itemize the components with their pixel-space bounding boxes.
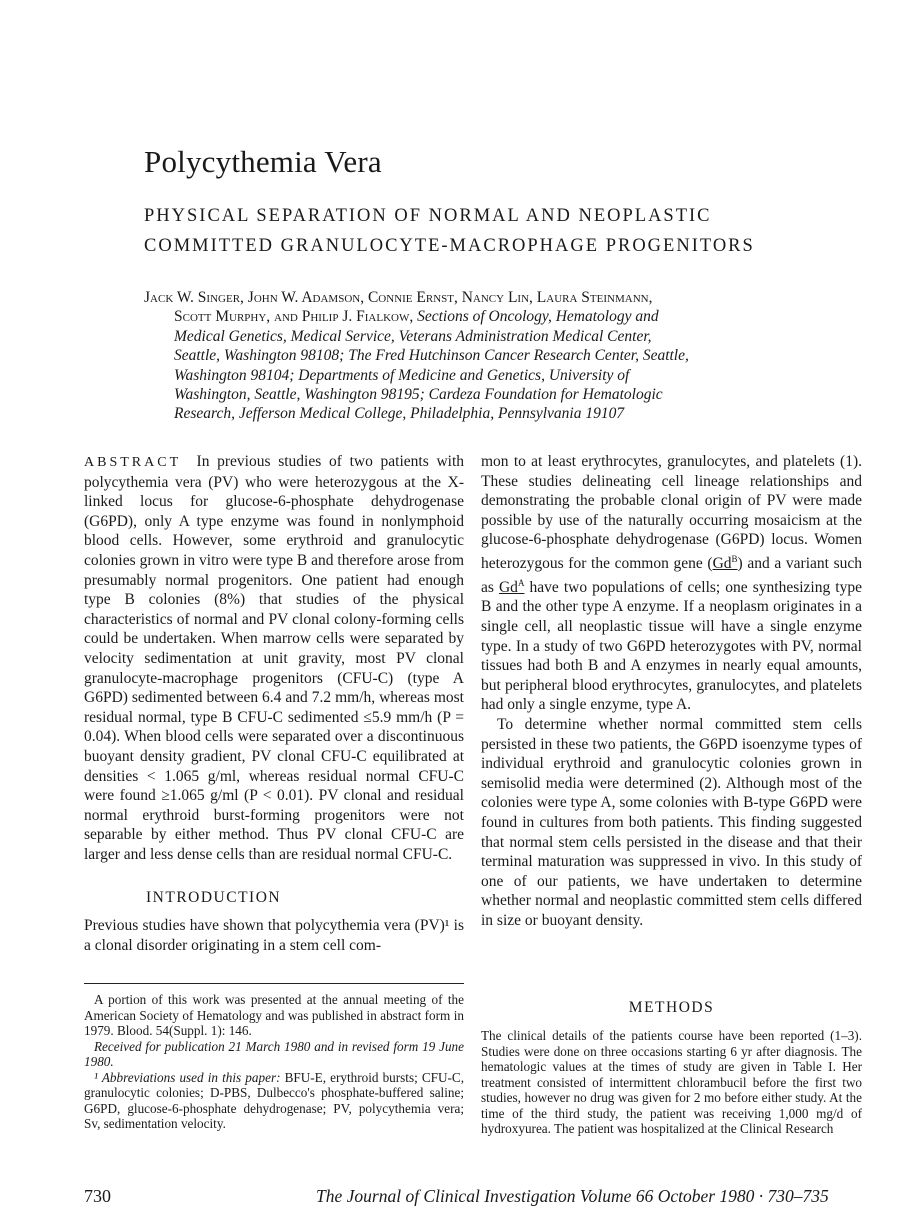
section-title: Polycythemia Vera	[144, 144, 382, 179]
gene-gdb	[713, 555, 738, 572]
author-affiliation-block	[144, 288, 784, 424]
introduction-body	[84, 916, 464, 955]
affiliation-text-4: Seattle, Washington 98108; The Fred Hutchinson Cancer Research Center, Seattle,	[174, 347, 689, 365]
affiliation-line-5	[144, 366, 784, 385]
affiliation-line-7	[144, 404, 784, 423]
footnotes	[84, 992, 464, 1132]
abstract-label: ABSTRACT	[84, 455, 182, 470]
affiliation-text-3: Medical Genetics, Medical Service, Veterans Administration Medical Center,	[174, 327, 652, 345]
right-p1-text-b: ) and a variant such as	[481, 555, 862, 596]
running-footer: The Journal of Clinical Investigation Volume 66 October 1980 · 730–735	[316, 1186, 829, 1206]
introduction-text: Previous studies have shown that polycythemia vera (PV)¹ is a clonal disorder originating in a stem cell com-	[84, 917, 464, 954]
gene-gda	[499, 579, 524, 596]
gene-gda-sup: A	[517, 577, 525, 588]
footnote-abbreviations	[84, 1070, 464, 1132]
methods-text: The clinical details of the patients course have been reported (1–3). Studies were done on three occasions starting 6 yr after diagnosis. The hematologic values at the times of study are given in Table I. Her treatment consisted of intermittent chlorambucil before the first two studies, however no drug was given for 2 mo before either study. At the time of the third study, the patient was receiving 1,000 mg/d of hydroxyurea. The patient was hospitalized at the Clinical Research	[481, 1028, 862, 1136]
affiliation-line-4	[144, 346, 784, 365]
affiliation-line-6	[144, 385, 784, 404]
methods-heading: METHODS	[628, 999, 715, 1016]
affiliation-text-7: Research, Jefferson Medical College, Philadelphia, Pennsylvania 19107	[174, 405, 625, 423]
footnote-received-text: Received for publication 21 March 1980 and in revised form 19 June 1980.	[84, 1038, 464, 1069]
affiliation-text-6: Washington, Seattle, Washington 98195; Cardeza Foundation for Hematologic	[174, 386, 663, 404]
right-paragraph-2: To determine whether normal committed stem cells persisted in these two patients, the G6PD isoenzyme types of individual erythroid and granulocytic colonies grown in semisolid media were determined (2). Although most of the colonies were type A, some colonies with B-type G6PD were found in cultures from both patients. This finding suggested that normal stem cells persisted in the disease and that their terminal maturation was suppressed in vivo. In this study of one of our patients, we have undertaken to determine whether normal and neoplastic committed stem cells differed in size or buoyant density.	[481, 716, 862, 929]
right-p1-text-c: have two populations of cells; one synthesizing type B and the other type A enzyme. If a neoplasm originates in a single cell, all neoplastic tissue will have a single enzyme type. In a study of two G6PD heterozygotes with PV, normal tissues had both B and A enzymes in nearly equal amounts, but peripheral blood erythrocytes, granulocytes, and platelets had only a single enzyme, type A.	[481, 578, 862, 714]
abstract-text: In previous studies of two patients with polycythemia vera (PV) who were heterozygous at the X-linked locus for glucose-6-phosphate dehydrogenase (G6PD), only A type enzyme was found in nonlymphoid blood cells. However, some erythroid and granulocytic colonies grown in vitro were type B and therefore arose from presumably normal progenitors. One patient had enough type B colonies (8%) that studies of the physical characteristics of normal and PV clonal colony-forming cells could be undertaken. When marrow cells were separated by velocity sedimentation at unit gravity, most PV clonal granulocyte-macrophage progenitors (CFU-C) (type A G6PD) sedimented between 6.4 and 7.2 mm/h, whereas most residual normal, type B CFU-C sedimented ≤5.9 mm/h (P = 0.04). When blood cells were separated over a discontinuous buoyant density gradient, PV clonal CFU-C equilibrated at densities < 1.065 g/ml, whereas residual normal CFU-C were found ≥1.065 g/ml (P < 0.01). PV clonal and residual normal erythroid burst-forming progenitors were not separable by either method. Thus PV clonal CFU-C are larger and less dense cells than are residual normal CFU-C.	[84, 453, 465, 863]
article-title-line-1: PHYSICAL SEPARATION OF NORMAL AND NEOPLASTIC	[144, 206, 712, 226]
affiliation-text-5: Washington 98104; Departments of Medicine and Genetics, University of	[174, 366, 630, 384]
introduction-heading: INTRODUCTION	[146, 889, 282, 906]
right-paragraph-1	[481, 452, 862, 715]
right-column	[481, 452, 862, 931]
footnote-received	[84, 1039, 464, 1070]
page-number: 730	[84, 1186, 111, 1206]
methods-body	[481, 1028, 862, 1137]
article-title-line-2: COMMITTED GRANULOCYTE-MACROPHAGE PROGENITORS	[144, 236, 755, 256]
affiliation-start: Sections of Oncology, Hematology and	[413, 308, 659, 326]
abstract-paragraph	[84, 452, 464, 864]
gene-gda-base: Gd	[498, 578, 518, 596]
affiliation-line-3	[144, 327, 784, 346]
footnote-abbrev-label: ¹ Abbreviations used in this paper:	[94, 1069, 281, 1085]
footnote-rule	[84, 983, 464, 984]
author-names-2: Scott Murphy, and Philip J. Fialkow,	[174, 308, 414, 326]
right-p1-text-a: mon to at least erythrocytes, granulocytes, and platelets (1). These studies delineating cell lineage relationships and demonstrating the probable clonal origin of PV were made possible by use of the naturally occurring mosaicism at the glucose-6-phosphate dehydrogenase (G6PD) locus. Women heterozygous for the common gene (	[481, 453, 862, 573]
footnote-abbrev-text: BFU-E, erythroid bursts; CFU-C, granulocytic colonies; D-PBS, Dulbecco's phosphate-buffered saline; G6PD, glucose-6-phosphate dehydrogenase; PV, polycythemia vera; Sv, sedimentation velocity.	[84, 1069, 465, 1131]
author-line-2	[144, 307, 784, 326]
footnote-presentation: A portion of this work was presented at the annual meeting of the American Society of Hematology and was published in abstract form in 1979. Blood. 54(Suppl. 1): 146.	[84, 992, 464, 1038]
gene-gdb-sup: B	[731, 553, 738, 564]
author-line-1: Jack W. Singer, John W. Adamson, Connie Ernst, Nancy Lin, Laura Steinmann,	[144, 289, 653, 306]
left-column	[84, 452, 464, 864]
gene-gdb-base: Gd	[712, 555, 732, 573]
